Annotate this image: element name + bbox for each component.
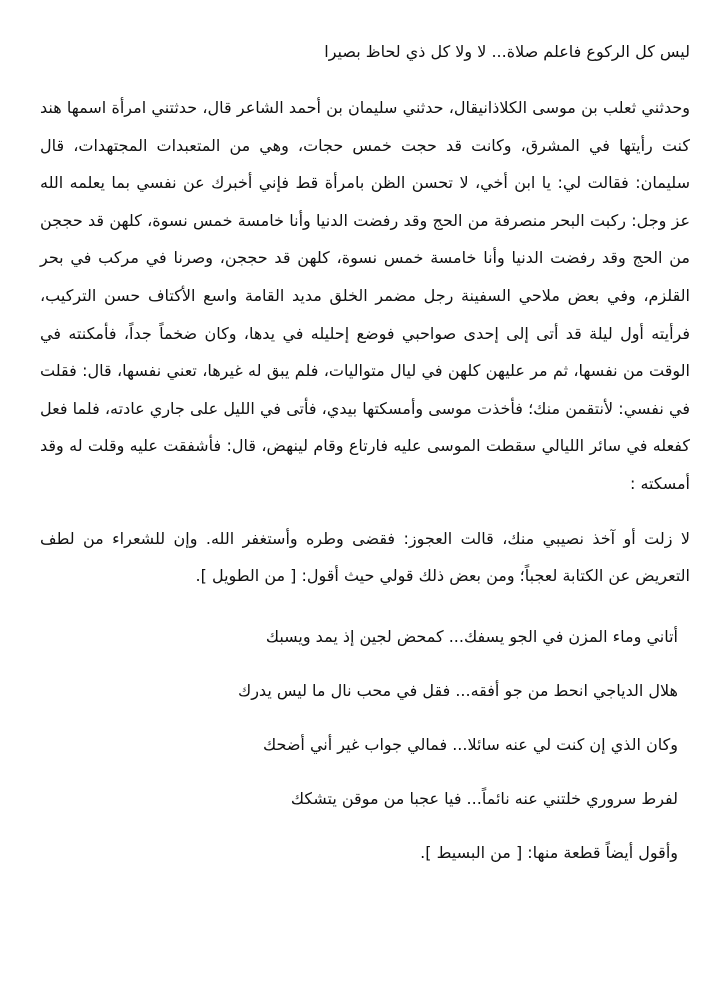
spacer [40, 649, 690, 679]
spacer [40, 703, 690, 733]
opening-verse-line: ليس كل الركوع فاعلم صلاة... لا ولا كل ذي لحاظ بصيرا [324, 42, 690, 61]
poem-verse-4: لفرط سروري خلتني عنه نائماً... فيا عجبا من موقن يتشكك [290, 788, 678, 808]
poem-verse-2: هلال الدياجي انحط من جو أفقه... فقل في محب نال ما ليس يدرك [238, 680, 678, 700]
spacer [40, 503, 690, 520]
intro-paragraph: لا زلت أو آخذ نصيبي منك، قالت العجوز: فقضى وطره وأستغفر الله. وإن للشعراء من لطف التعريض عن الكتابة لعجباً؛ ومن بعض ذلك قولي حيث أقول: [ من الطويل ]. [40, 528, 690, 586]
poem-verse-3: وكان الذي إن كنت لي عنه سائلا... فمالي جواب غير أني أضحك [263, 734, 678, 754]
spacer [40, 64, 690, 81]
story-paragraph: وحدثني ثعلب بن موسى الكلاذانيقال، حدثني سليمان بن أحمد الشاعر قال، حدثتني امرأة اسمها هند كنت رأيتها في المشرق، وكانت قد حجت خمس حجات، وهي من المتعبدات المجتهدات، قال سليمان: فقالت لي: يا ابن أخي، لا تحسن الظن بامرأة قط فإني أخبرك عن نفسي بما يعلمه الله عز وجل: ركبت البحر منصرفة من الحج وقد رفضت الدنيا وأنا خامسة خمس نسوة، كلهن قد حججن من الحج وقد رفضت الدنيا وأنا خامسة خمس نسوة، كلهن قد حججن، وصرنا في مركب في بحر القلزم، وفي بعض ملاحي السفينة رجل مضمر الخلق مديد القامة واسع الأكتاف حسن التركيب، فرأيته أول ليلة قد أتى إلى إحدى صواحبي فوضع إحليله في يدها، وكان ضخماً جداً، فأمكنته في الوقت من نفسها، ثم مر عليهن كلهن في ليال متواليات، فلم يبق له غيرها، تعني نفسها، قال: فقلت في نفسي: لأنتقمن منك؛ فأخذت موسى وأمسكتها بيدي، فأتى في الليل على جاري عادته، فلما فعل كفعله في سائر الليالي سقطت الموسى عليه فارتاع وقام لينهض، قال: فأشفقت عليه وقلت له وقد أمسكته : [40, 98, 690, 493]
spacer [40, 811, 690, 841]
spacer [40, 757, 690, 787]
document-page [40, 40, 690, 865]
closing-line: وأقول أيضاً قطعة منها: [ من البسيط ]. [420, 842, 678, 862]
spacer [40, 595, 690, 625]
poem-verse-1: أتاني وماء المزن في الجو يسفك... كمحض لجين إذ يمد ويسبك [265, 626, 678, 646]
